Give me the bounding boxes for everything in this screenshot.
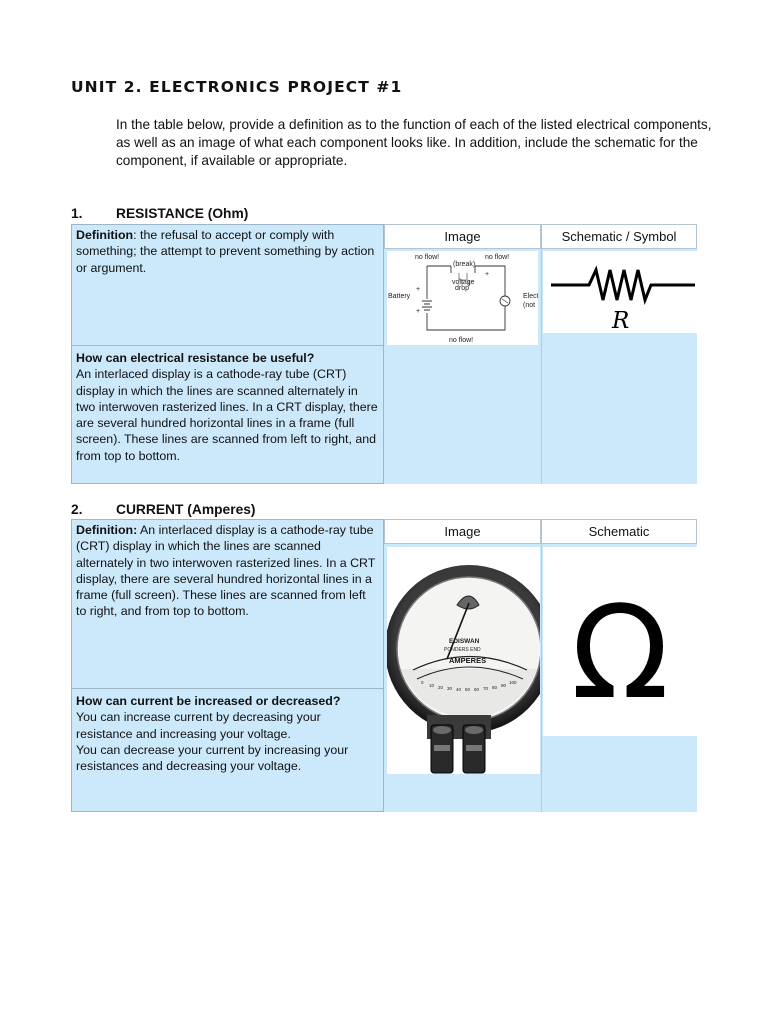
ammeter-scale-60: 60 — [474, 687, 480, 692]
circuit-label-no-flow-bottom: no flow! — [449, 337, 474, 344]
intro-paragraph: In the table below, provide a definition as to the function of each of the listed electrical components, as well as an image of what each component looks like. In addition, include the schematic for the component, if available or appropriate. — [116, 117, 712, 168]
schematic-header: Schematic / Symbol — [541, 224, 697, 249]
section-heading-resistance — [71, 206, 248, 221]
answer-line: You can decrease your current by increasing your resistances and decreasing your voltage. — [76, 742, 349, 774]
section-title: CURRENT (Amperes) — [116, 502, 256, 517]
ammeter-scale-0: 0 — [421, 680, 424, 685]
ammeter-brand: EDISWAN — [449, 638, 480, 645]
question-label: How can electrical resistance be useful? — [76, 351, 315, 365]
page-title: UNIT 2. ELECTRONICS PROJECT #1 — [71, 78, 403, 96]
question-label: How can current be increased or decreased? — [76, 694, 341, 708]
ammeter-scale-90: 90 — [501, 683, 507, 688]
section-number: 1. — [71, 206, 83, 221]
definition-text: An interlaced display is a cathode-ray tube (CRT) display in which the lines are scanned alternately in two interwoven rasterized lines. In a CRT display, there are several hundred horizontal lines in a frame (full screen). These lines are scanned from left to right, and from top to bottom. — [76, 523, 376, 619]
ammeter-scale-20: 20 — [438, 685, 444, 690]
ammeter-unit: AMPERES — [449, 656, 487, 665]
ammeter-maker: PONDERS END — [444, 647, 481, 653]
definition-cell — [71, 224, 384, 346]
definition-label: Definition — [76, 228, 134, 242]
image-header: Image — [384, 224, 541, 249]
schematic-header: Schematic — [541, 519, 697, 544]
circuit-plus-bottom: + — [416, 308, 421, 315]
ammeter-scale-10: 10 — [429, 683, 435, 688]
circuit-label-battery: Battery — [388, 293, 411, 300]
question-cell — [71, 345, 384, 484]
image-header: Image — [384, 519, 541, 544]
resistance-table — [71, 224, 697, 484]
circuit-plus-top: + — [416, 286, 421, 293]
circuit-label-drop: drop — [455, 285, 470, 292]
answer-text: An interlaced display is a cathode-ray tube (CRT) display in which the lines are scanned alternately in two interwoven rasterized lines. In a CRT display, there are several hundred horizontal lines in a frame (full screen). These lines are scanned from left to right, and from top to bottom. — [76, 367, 378, 463]
section-heading-current — [71, 502, 256, 517]
circuit-plus-right: + — [485, 271, 490, 278]
circuit-label-no-flow-right: no flow! — [485, 254, 510, 261]
circuit-label-no-flow-left: no flow! — [415, 254, 440, 261]
ammeter-scale-80: 80 — [492, 685, 498, 690]
ohm-symbol-box — [543, 547, 697, 736]
ammeter-scale-30: 30 — [447, 686, 453, 691]
definition-text: : the refusal to accept or comply with something; the attempt to prevent something by action or argument. — [76, 228, 375, 275]
question-cell — [71, 688, 384, 812]
ammeter-image — [387, 547, 540, 774]
circuit-label-elec: Elect — [523, 293, 538, 300]
resistor-symbol — [543, 251, 697, 333]
circuit-label-not: (not — [523, 302, 536, 309]
section-title: RESISTANCE (Ohm) — [116, 206, 249, 221]
resistor-symbol-letter: R — [612, 308, 630, 333]
ammeter-scale-100: 100 — [509, 680, 517, 685]
definition-label: Definition: — [76, 523, 138, 537]
ammeter-scale-70: 70 — [483, 686, 489, 691]
circuit-label-break: (break) — [453, 261, 476, 268]
circuit-label-voltage: voltage — [452, 279, 475, 286]
definition-cell — [71, 519, 384, 689]
ohm-symbol: Ω — [571, 579, 669, 728]
ammeter-scale-50: 50 — [465, 687, 471, 692]
answer-line: You can increase current by decreasing your resistance and increasing your voltage. — [76, 710, 321, 741]
circuit-image — [387, 251, 538, 345]
section-number: 2. — [71, 502, 83, 517]
current-table — [71, 519, 697, 812]
ammeter-scale-40: 40 — [456, 687, 462, 692]
